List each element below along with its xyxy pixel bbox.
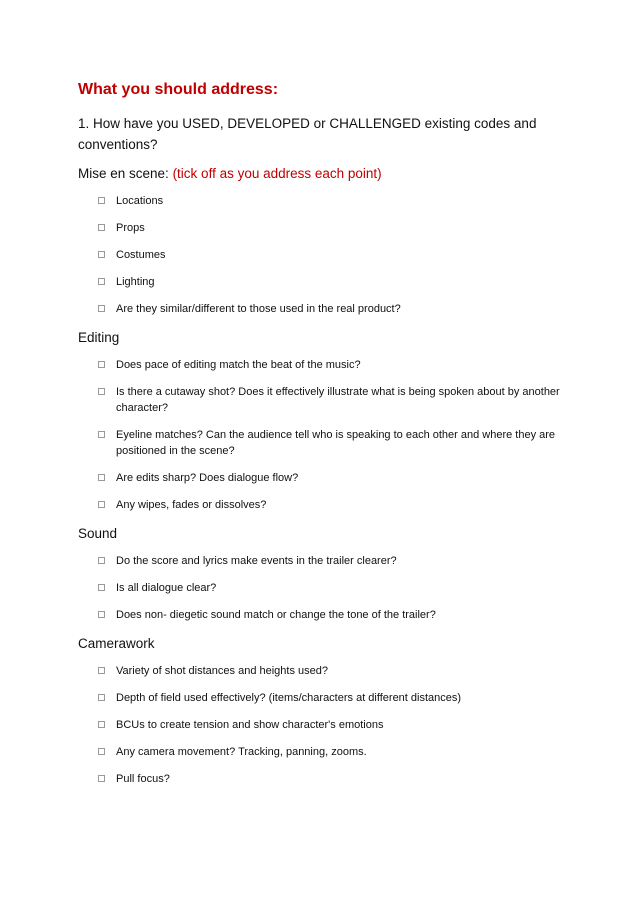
checklist-editing [78, 357, 578, 513]
checkbox-icon[interactable] [98, 474, 105, 481]
section-title: Mise en scene: [78, 166, 169, 181]
checklist-item-label: Any camera movement? Tracking, panning, zooms. [116, 746, 367, 758]
checklist-item-label: Locations [116, 195, 164, 207]
checklist-item [78, 744, 578, 760]
section-heading-editing [78, 328, 578, 348]
checklist-item [78, 580, 578, 596]
checklist-item [78, 384, 578, 416]
section-heading-mise-en-scene [78, 164, 578, 184]
section-title: Editing [78, 330, 120, 345]
checklist-item-label: Eyeline matches? Can the audience tell who is speaking to each other and where they are positioned in the scene? [116, 429, 556, 457]
checklist-item-label: Costumes [116, 249, 166, 261]
checklist-item-label: Is all dialogue clear? [116, 582, 217, 594]
checkbox-icon[interactable] [98, 611, 105, 618]
checkbox-icon[interactable] [98, 748, 105, 755]
checkbox-icon[interactable] [98, 388, 105, 395]
checklist-item-label: Lighting [116, 276, 155, 288]
checkbox-icon[interactable] [98, 197, 105, 204]
checkbox-icon[interactable] [98, 361, 105, 368]
document-title: What you should address: [78, 81, 279, 98]
checklist-item-label: Depth of field used effectively? (items/characters at different distances) [116, 692, 462, 704]
checklist-item [78, 717, 578, 733]
checkbox-icon[interactable] [98, 557, 105, 564]
checklist-item-label: Does pace of editing match the beat of the music? [116, 359, 361, 371]
checklist-item-label: Any wipes, fades or dissolves? [116, 499, 267, 511]
checklist-item-label: Props [116, 222, 145, 234]
document-page [78, 80, 578, 798]
checklist-item [78, 247, 578, 263]
section-heading-camerawork [78, 634, 578, 654]
section-title: Sound [78, 526, 118, 541]
checklist-item-label: Is there a cutaway shot? Does it effectively illustrate what is being spoken about by another character? [116, 386, 560, 414]
checklist-camerawork [78, 663, 578, 787]
section-title: Camerawork [78, 636, 155, 651]
checklist-mise-en-scene [78, 193, 578, 317]
checkbox-icon[interactable] [98, 694, 105, 701]
checklist-item [78, 497, 578, 513]
checkbox-icon[interactable] [98, 775, 105, 782]
checkbox-icon[interactable] [98, 721, 105, 728]
checklist-item-label: Variety of shot distances and heights used? [116, 665, 328, 677]
checkbox-icon[interactable] [98, 224, 105, 231]
checklist-item [78, 690, 578, 706]
checklist-item [78, 193, 578, 209]
section-note: (tick off as you address each point) [172, 166, 382, 181]
checklist-item [78, 357, 578, 373]
checklist-item [78, 274, 578, 290]
checkbox-icon[interactable] [98, 501, 105, 508]
checklist-item-label: Do the score and lyrics make events in the trailer clearer? [116, 555, 397, 567]
checklist-item [78, 427, 578, 459]
checklist-item-label: BCUs to create tension and show character's emotions [116, 719, 384, 731]
checklist-item-label: Are edits sharp? Does dialogue flow? [116, 472, 299, 484]
checkbox-icon[interactable] [98, 305, 105, 312]
checkbox-icon[interactable] [98, 584, 105, 591]
checklist-item-label: Does non- diegetic sound match or change the tone of the trailer? [116, 609, 436, 621]
checklist-item [78, 553, 578, 569]
checklist-item [78, 771, 578, 787]
checkbox-icon[interactable] [98, 278, 105, 285]
checklist-item [78, 301, 578, 317]
checklist-sound [78, 553, 578, 623]
section-heading-sound [78, 524, 578, 544]
question-text: 1. How have you USED, DEVELOPED or CHALLENGED existing codes and conventions? [78, 116, 537, 152]
checkbox-icon[interactable] [98, 251, 105, 258]
checkbox-icon[interactable] [98, 667, 105, 674]
checklist-item [78, 663, 578, 679]
checkbox-icon[interactable] [98, 431, 105, 438]
checklist-item [78, 470, 578, 486]
checklist-item-label: Are they similar/different to those used in the real product? [116, 303, 401, 315]
checklist-item-label: Pull focus? [116, 773, 170, 785]
checklist-item [78, 220, 578, 236]
checklist-item [78, 607, 578, 623]
